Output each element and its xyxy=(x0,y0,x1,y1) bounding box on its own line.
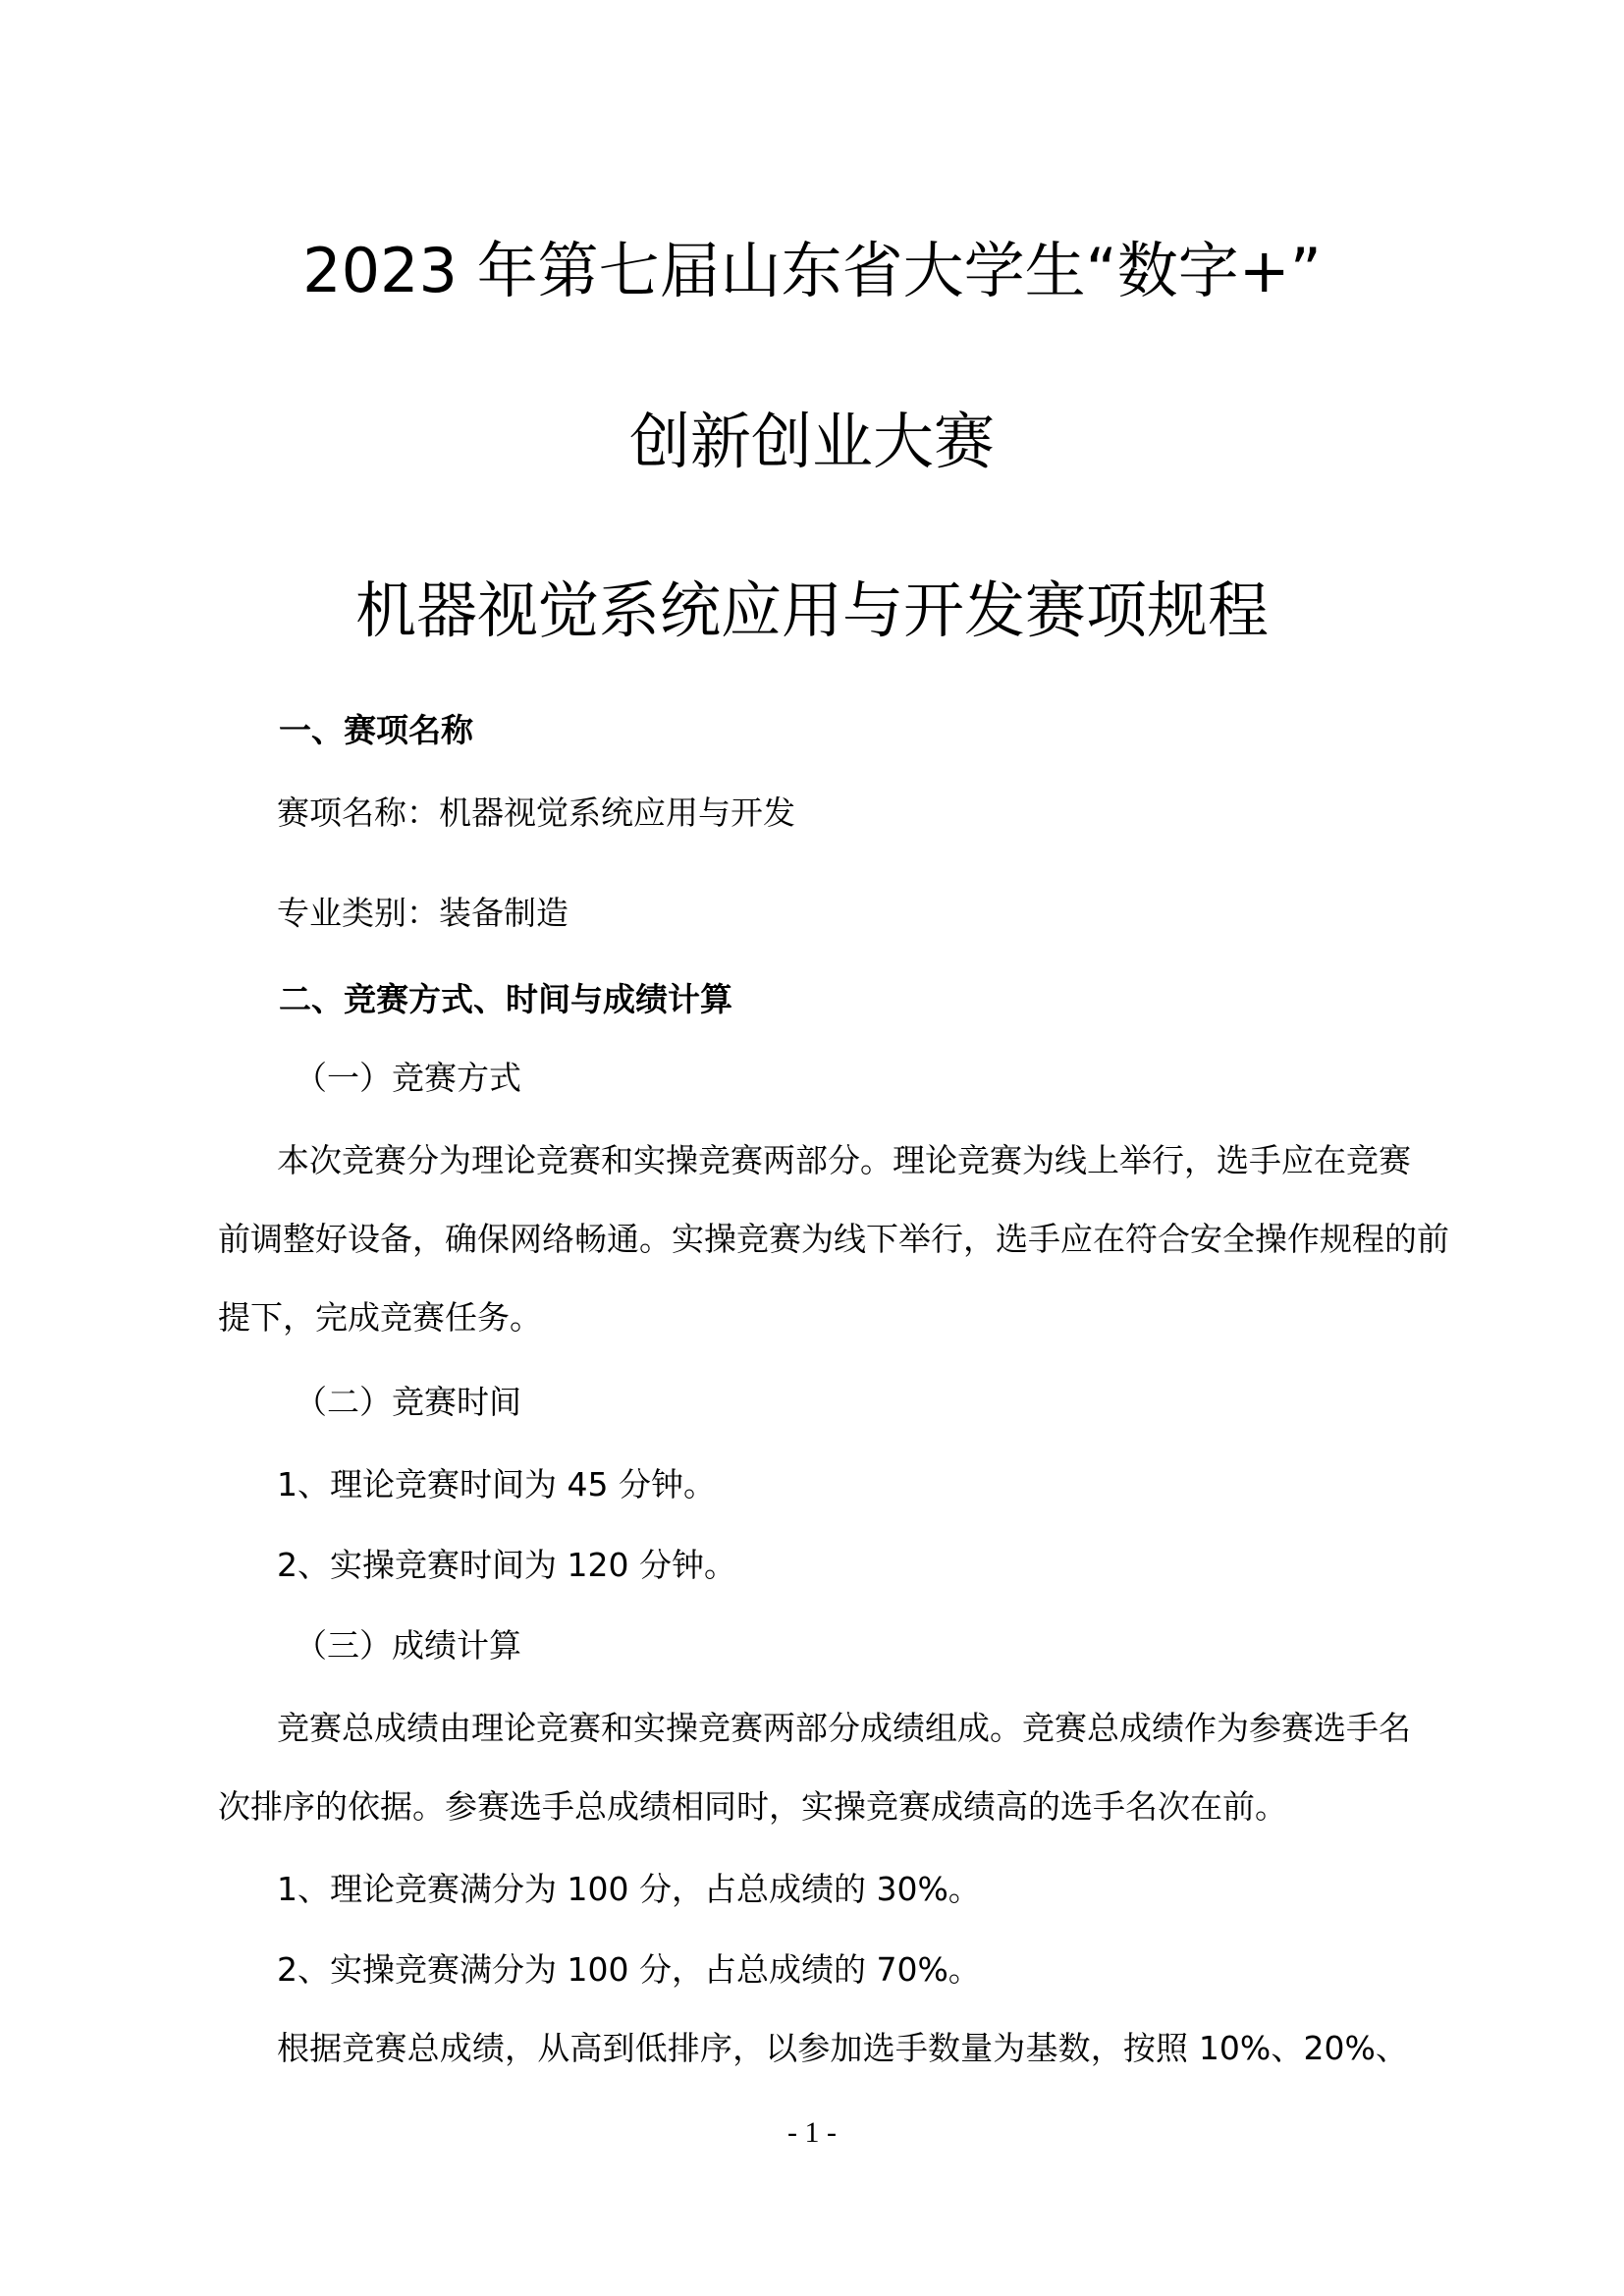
document-title-line-2: 创新创业大赛 xyxy=(628,406,995,477)
event-name-line: 赛项名称：机器视觉系统应用与开发 xyxy=(277,793,795,832)
page-number: - 1 - xyxy=(787,2116,837,2149)
paragraph-line: 本次竞赛分为理论竞赛和实操竞赛两部分。理论竞赛为线上举行，选手应在竞赛 xyxy=(277,1141,1411,1179)
subsection-2-heading: （二）竞赛时间 xyxy=(295,1383,521,1421)
category-line: 专业类别：装备制造 xyxy=(277,894,568,932)
subsection-3-heading: （三）成绩计算 xyxy=(295,1626,521,1665)
list-item: 1、理论竞赛满分为 100 分，占总成绩的 30%。 xyxy=(277,1870,981,1908)
paragraph-line: 次排序的依据。参赛选手总成绩相同时，实操竞赛成绩高的选手名次在前。 xyxy=(218,1787,1287,1826)
document-title-line-1: 2023 年第七届山东省大学生“数字+” xyxy=(302,235,1322,306)
section-1-heading: 一、赛项名称 xyxy=(279,711,473,749)
paragraph-line: 提下，完成竞赛任务。 xyxy=(218,1298,542,1337)
paragraph-line: 前调整好设备，确保网络畅通。实操竞赛为线下举行，选手应在符合安全操作规程的前 xyxy=(218,1220,1449,1258)
paragraph-line: 根据竞赛总成绩，从高到低排序，以参加选手数量为基数，按照 10%、20%、 xyxy=(277,2029,1408,2067)
list-item: 1、理论竞赛时间为 45 分钟。 xyxy=(277,1465,716,1503)
paragraph-line: 竞赛总成绩由理论竞赛和实操竞赛两部分成绩组成。竞赛总成绩作为参赛选手名 xyxy=(277,1709,1411,1747)
section-2-heading: 二、竞赛方式、时间与成绩计算 xyxy=(279,980,732,1018)
subsection-1-heading: （一）竞赛方式 xyxy=(295,1059,521,1097)
list-item: 2、实操竞赛时间为 120 分钟。 xyxy=(277,1546,736,1584)
list-item: 2、实操竞赛满分为 100 分，占总成绩的 70%。 xyxy=(277,1950,981,1989)
document-title-line-3: 机器视觉系统应用与开发赛项规程 xyxy=(354,574,1269,646)
